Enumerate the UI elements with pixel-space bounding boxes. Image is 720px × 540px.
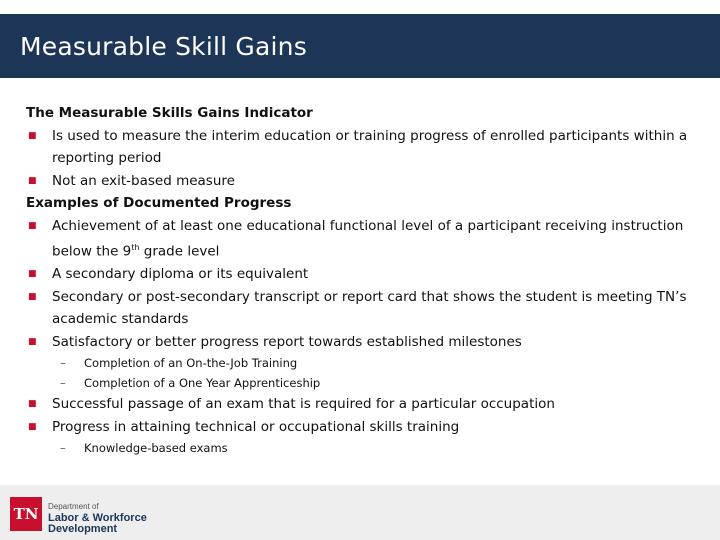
tn-logo: TN xyxy=(10,497,42,531)
list-item: ■ Satisfactory or better progress report towards established milestones xyxy=(26,331,706,354)
square-bullet-icon: ■ xyxy=(28,175,37,186)
list-item: ■ Secondary or post-secondary transcript or report card that shows the student is meeting TN’s academic standards xyxy=(26,286,706,331)
dash-icon: – xyxy=(60,376,66,390)
square-bullet-icon: ■ xyxy=(28,269,37,279)
section-heading-msg-indicator: The Measurable Skills Gains Indicator xyxy=(26,105,313,121)
dash-icon: – xyxy=(60,441,66,455)
square-bullet-icon: ■ xyxy=(28,399,37,409)
square-bullet-icon: ■ xyxy=(28,336,37,347)
list-item: ■ Achievement of at least one educational functional level of a participant receiving instruction below the 9th grade level xyxy=(26,215,706,264)
square-bullet-icon: ■ xyxy=(28,130,37,141)
sub-list-item: – Completion of a One Year Apprenticeship xyxy=(26,373,706,393)
square-bullet-icon: ■ xyxy=(28,220,37,231)
square-bullet-icon: ■ xyxy=(28,291,37,302)
sub-list-item: – Knowledge-based exams xyxy=(26,438,706,458)
list-item: ■ Progress in attaining technical or occupational skills training xyxy=(26,416,706,439)
dash-icon: – xyxy=(60,356,66,370)
list-item: ■ Successful passage of an exam that is required for a particular occupation xyxy=(26,393,706,416)
department-wordmark xyxy=(48,501,147,536)
list-item: ■ A secondary diploma or its equivalent xyxy=(26,263,706,286)
dept-line1: Department of xyxy=(48,502,99,511)
dept-line3: Development xyxy=(48,523,118,535)
list-item: ■ Is used to measure the interim education or training progress of enrolled participants within a reporting period xyxy=(26,125,706,170)
slide-title: Measurable Skill Gains xyxy=(20,32,307,61)
dept-line2: Labor & Workforce xyxy=(48,511,147,524)
list-item: ■ Not an exit-based measure xyxy=(26,170,706,193)
section-heading-documented-progress: Examples of Documented Progress xyxy=(26,195,292,211)
sub-list-item: – Completion of an On-the-Job Training xyxy=(26,353,706,373)
square-bullet-icon: ■ xyxy=(28,421,37,432)
slide-body xyxy=(26,102,706,458)
